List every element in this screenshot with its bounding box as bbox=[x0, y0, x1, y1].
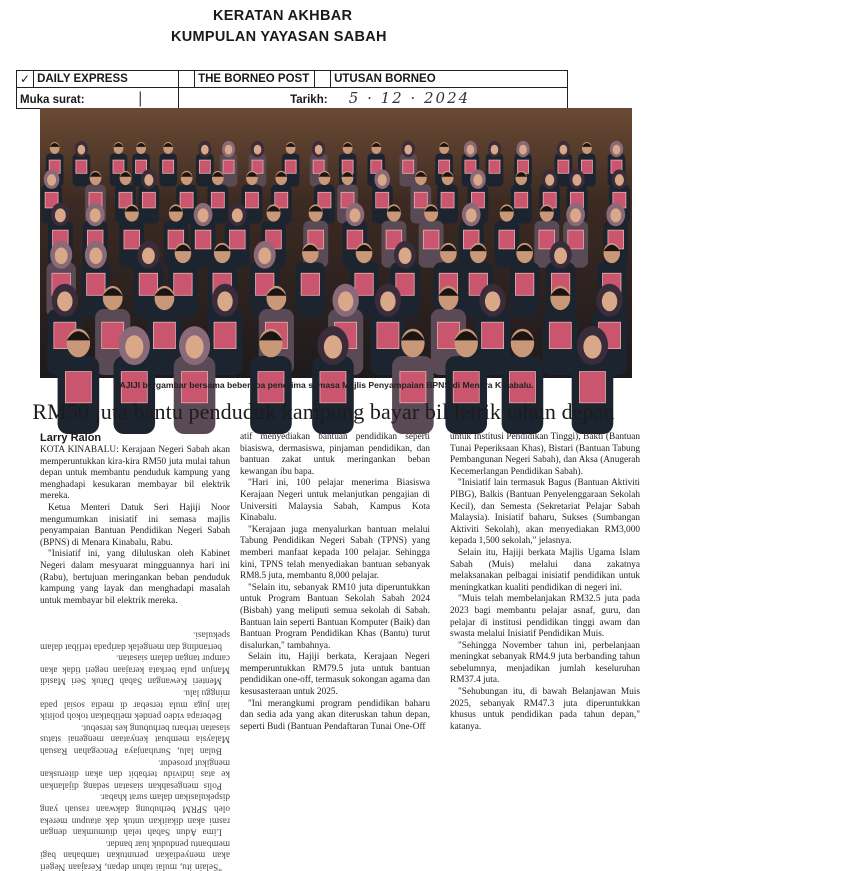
certificate-book bbox=[230, 230, 246, 249]
person-face bbox=[55, 208, 66, 222]
paragraph: Menteri Kewangan Sabah Datuk Seri Masidi Manjun pula berkata kerajaan negeri tidak akan campur tangan dalam siasatan. bbox=[40, 652, 230, 686]
person-face bbox=[560, 145, 568, 155]
person-face bbox=[615, 174, 624, 186]
person-face bbox=[399, 247, 412, 264]
certificate-book bbox=[318, 192, 331, 208]
certificate-book bbox=[174, 273, 192, 295]
certificate-book bbox=[515, 273, 533, 295]
person-face bbox=[554, 247, 567, 264]
borneo-post-checkbox[interactable] bbox=[179, 71, 195, 88]
certificate-book bbox=[301, 273, 319, 295]
person-face bbox=[90, 208, 101, 222]
byline: Larry Ralon bbox=[40, 432, 102, 444]
paragraph: Selain itu, Hajiji berkata Majlis Ugama Islam Sabah (Muis) melalui dana zakatnya melaksanakan pelbagai inisiatif pendidikan untuk meningkatkan kualiti pendidikan di negeri ini. bbox=[450, 547, 640, 593]
certificate-book bbox=[482, 322, 504, 348]
article-column-2 bbox=[240, 432, 430, 733]
paragraph: Polis mengesahkan siasatan sedang dijalankan ke atas individu terbabit dan akan diteruskan mengikut prosedur. bbox=[40, 757, 230, 791]
person-face bbox=[545, 174, 554, 186]
certificate-book bbox=[199, 160, 210, 173]
paragraph: Selain itu, Hajiji berkata, Kerajaan Negeri memperuntukkan RM79.5 juta untuk bantuan pendidikan one-off, termasuk sokongan agama dan kesusasteraan untuk 2025. bbox=[240, 652, 430, 698]
person-face bbox=[380, 291, 395, 311]
certificate-book bbox=[211, 192, 224, 208]
date-label: Tarikh: bbox=[290, 94, 328, 106]
certificate-book bbox=[113, 160, 124, 173]
certificate-book bbox=[403, 160, 414, 173]
person-face bbox=[89, 247, 102, 264]
certificate-book bbox=[376, 192, 389, 208]
page-value: | bbox=[137, 89, 145, 107]
certificate-book bbox=[163, 160, 174, 173]
certificate-book bbox=[414, 192, 427, 208]
person-face bbox=[225, 145, 233, 155]
certificate-book bbox=[139, 273, 157, 295]
certificate-book bbox=[377, 322, 399, 348]
person-face bbox=[201, 145, 209, 155]
certificate-book bbox=[76, 160, 87, 173]
certificate-book bbox=[515, 192, 528, 208]
paragraph: KOTA KINABALU: Kerajaan Negeri Sabah akan memperuntukkan kira-kira RM50 juta mulai tahun depan untuk membantu penduduk kampung yang menghadapi kesukaran membayar bil elektrik mereka. bbox=[40, 445, 230, 502]
certificate-book bbox=[441, 192, 454, 208]
paragraph: "Muis telah membelanjakan RM32.5 juta pada 2023 bagi membantu pelajar asnaf, guru, dan pelajar di institusi pendidikan tinggi awam dan swasta melalui Inisiatif Pendidikan Muis. bbox=[450, 594, 640, 640]
photo-caption: HAJIJI bergambar bersama beberapa penerima semasa Majlis Penyampaian BPNS di Menara Kinabalu. bbox=[113, 380, 534, 390]
header-subtitle: KUMPULAN YAYASAN SABAH bbox=[171, 29, 387, 45]
paragraph: "Sehingga November tahun ini, perbelanjaan meningkat sebanyak RM4.9 juta berbanding tahun sebelumnya, menjadikan jumlah keseluruhan RM37.4 juta. bbox=[450, 640, 640, 686]
person-face bbox=[315, 145, 323, 155]
certificate-book bbox=[214, 322, 236, 348]
person-face bbox=[217, 291, 232, 311]
person-face bbox=[47, 174, 56, 186]
bleed-through-text bbox=[40, 628, 230, 871]
person-face bbox=[466, 208, 477, 222]
person-face bbox=[349, 208, 360, 222]
article-column-3 bbox=[450, 432, 640, 733]
article-column-1 bbox=[40, 445, 230, 607]
certificate-book bbox=[245, 192, 258, 208]
certificate-book bbox=[180, 192, 193, 208]
article-headline: RM50 juta bantu penduduk kampung bayar bil letrik tahun depan bbox=[32, 399, 615, 424]
person-face bbox=[254, 145, 262, 155]
certificate-book bbox=[558, 160, 569, 173]
person-face bbox=[583, 335, 601, 358]
group-photo bbox=[40, 108, 632, 378]
paragraph: "Ini merangkumi program pendidikan baharu dan sedia ada yang akan diteruskan tahun depan, seperti Budi (Bantuan Pendaftaran Tunai One-Off bbox=[240, 698, 430, 732]
certificate-book bbox=[285, 160, 296, 173]
paragraph: "Selain itu, mulai tahun depan, Kerajaan Negeri akan menyediakan peruntukan tambahan bagi membantu penduduk luar bandar. bbox=[40, 838, 230, 871]
person-face bbox=[485, 291, 500, 311]
person-face bbox=[519, 145, 527, 155]
paragraph: bertanding dan mengelak daripada terlibat dalam spekulasi. bbox=[40, 629, 230, 652]
certificate-book bbox=[489, 160, 500, 173]
certificate-book bbox=[153, 322, 175, 348]
certificate-book bbox=[195, 230, 211, 249]
paragraph: Bulan lalu, Suruhanjaya Pencegahan Rasuah Malaysia membuat kenyataan mengenai status siasatan terbaru berhubung kes tersebut. bbox=[40, 722, 230, 756]
person-face bbox=[78, 145, 86, 155]
paragraph: "Inisiatif lain termasuk Bagus (Bantuan Aktiviti PIBG), Balkis (Bantuan Penyelenggaraan Sekolah Kecil), dan Semesta (Sekretariat Pelajar Sabah Malaysia). Inisiatif baharu, Sukses (Sumbangan Aktiviti Sekolah), akan menyediakan RM3,000 kepada 1,500 sekolah," jelasnya. bbox=[450, 478, 640, 547]
person-face bbox=[404, 145, 412, 155]
paragraph: atif menyediakan bantuan pendidikan seperti biasiswa, dermasiswa, pinjaman pendidikan, dan bantuan zakat untuk meringankan beban kewangan ibu bapa. bbox=[240, 432, 430, 477]
group-photo-image bbox=[40, 108, 632, 378]
person-face bbox=[572, 174, 581, 186]
person-face bbox=[338, 291, 353, 311]
paper-borneo-post: THE BORNEO POST bbox=[195, 71, 315, 88]
certificate-book bbox=[87, 273, 105, 295]
person-face bbox=[198, 208, 209, 222]
daily-express-checkbox[interactable]: ✓ bbox=[17, 71, 34, 88]
person-face bbox=[491, 145, 499, 155]
paragraph: "Kerajaan juga menyalurkan bantuan melalui Tabung Pendidikan Negeri Sabah (TPNS) yang memberi manfaat kepada 100 pelajar. Sehingga kini, TPNS telah menyediakan bantuan sebanyak RM8.5 juta, membantu 8,000 pelajar. bbox=[240, 524, 430, 582]
person-face bbox=[378, 174, 387, 186]
date-value: 5 · 12 · 2024 bbox=[348, 89, 471, 107]
person-face bbox=[324, 335, 342, 358]
person-face bbox=[232, 208, 243, 222]
certificate-book bbox=[142, 192, 155, 208]
person-face bbox=[144, 174, 153, 186]
certificate-book bbox=[549, 322, 571, 348]
page-number-field[interactable] bbox=[17, 88, 179, 109]
person-face bbox=[125, 335, 143, 358]
person-face bbox=[610, 208, 621, 222]
certificate-book bbox=[423, 230, 439, 249]
person-face bbox=[613, 145, 621, 155]
paragraph: "Inisiatif ini, yang diluluskan oleh Kabinet Negeri dalam mesyuarat mingguannya hari ini (Rabu), bertujuan meringankan beban penduduk kampung yang layak dan menghadapi masalah untuk membayar bil elektrik mereka. bbox=[40, 549, 230, 606]
certificate-book bbox=[568, 230, 584, 249]
certificate-book bbox=[499, 230, 515, 249]
certificate-book bbox=[124, 230, 140, 249]
person-face bbox=[142, 247, 155, 264]
paragraph: "Sehubungan itu, di bawah Belanjawan Muis 2025, sebanyak RM47.3 juta diperuntukkan khusus untuk pendidikan pada tahun depan," katanya. bbox=[450, 687, 640, 732]
header-title: KERATAN AKHBAR bbox=[213, 8, 353, 24]
person-face bbox=[570, 208, 581, 222]
person-face bbox=[473, 174, 482, 186]
paragraph: "Hari ini, 100 pelajar menerima Biasiswa Kerajaan Negeri untuk melanjutkan pengajian di Universiti Malaysia Sabah, Kampus Kota Kinabalu. bbox=[240, 478, 430, 524]
paragraph: untuk Institusi Pendidikan Tinggi), Bakti (Bantuan Tunai Peperiksaan Khas), Bistari (Bantuan Tabung Pembangunan Negeri Sabah), dan Aksa (Anugerah Kecemerlangan Pendidikan Sabah). bbox=[450, 432, 640, 477]
certificate-book bbox=[355, 273, 373, 295]
person-face bbox=[57, 291, 72, 311]
person-face bbox=[258, 247, 271, 264]
person-face bbox=[602, 291, 617, 311]
date-field[interactable] bbox=[179, 88, 568, 109]
person-face bbox=[55, 247, 68, 264]
paper-daily-express: DAILY EXPRESS bbox=[34, 71, 179, 88]
paper-utusan-borneo: UTUSAN BORNEO bbox=[331, 71, 568, 88]
paragraph: Lima Adun Sabah telah diumumkan dengan rasmi akan dikaitkan untuk dak ataupun mereka oleh SPRM berhubung dakwaan rasuah yang dispekulasikan dalam surat khabar. bbox=[40, 791, 230, 837]
person-face bbox=[185, 335, 203, 358]
clipping-form bbox=[16, 70, 568, 109]
paragraph: Ketua Menteri Datuk Seri Hajiji Noor mengumumkan inisiatif ini semasa majlis penyampaian Bantuan Pendidikan Negeri Sabah (BPNS) di Menara Kinabalu, Rabu. bbox=[40, 502, 230, 548]
certificate-book bbox=[581, 160, 592, 173]
utusan-borneo-checkbox[interactable] bbox=[315, 71, 331, 88]
person-face bbox=[467, 145, 475, 155]
paragraph: "Selain itu, sebanyak RM10 juta diperuntukkan untuk Program Bantuan Sekolah Sabah 2024 (Bisbah) yang meliputi semua sekolah di Sabah. Bantuan lain seperti Bantuan Komputer (Baik) dan Bantuan Program Pendidikan Khas (Bantu) turut disalurkan," tambahnya. bbox=[240, 582, 430, 651]
certificate-book bbox=[223, 160, 234, 173]
paragraph: Beberapa video pendek melibatkan tokoh politik lain juga mula tersebar di media sosial pada minggu lalu. bbox=[40, 687, 230, 721]
page-label: Muka surat: bbox=[20, 94, 85, 106]
